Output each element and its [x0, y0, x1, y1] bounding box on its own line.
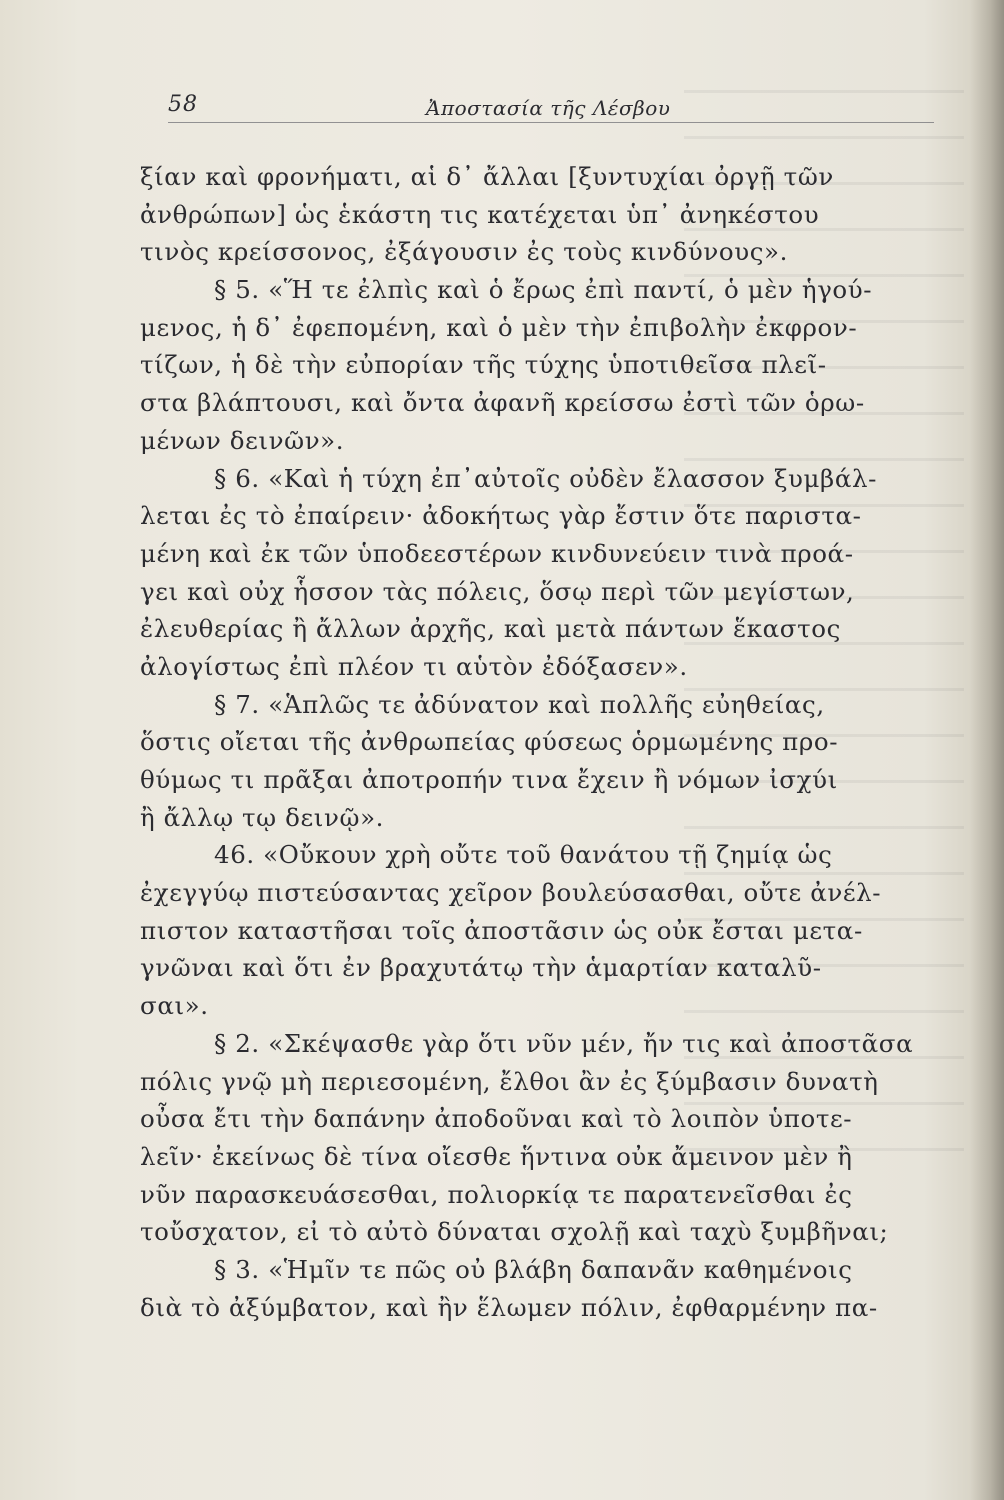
text-line: γνῶναι καὶ ὅτι ἐν βραχυτάτῳ τὴν ἁμαρτίαν καταλῦ- — [140, 953, 822, 983]
text-line: τίζων, ἡ δὲ τὴν εὐπορίαν τῆς τύχης ὑποτιθεῖσα πλεῖ- — [140, 350, 827, 380]
text-line: λεῖν· ἐκείνως δὲ τίνα οἴεσθε ἥντινα οὐκ ἄμεινον μὲν ἢ — [140, 1141, 853, 1171]
text-line: λεται ἐς τὸ ἐπαίρειν· ἀδοκήτως γὰρ ἔστιν ὅτε παριστα- — [140, 501, 862, 531]
text-line: μένων δεινῶν». — [140, 425, 345, 455]
text-line: ἀλογίστως ἐπὶ πλέον τι αὑτὸν ἐδόξασεν». — [140, 651, 688, 681]
page-header — [168, 92, 934, 132]
page-number: 58 — [168, 92, 198, 117]
text-line: οὖσα ἔτι τὴν δαπάνην ἀποδοῦναι καὶ τὸ λοιπὸν ὑποτε- — [140, 1104, 853, 1134]
text-line: πόλις γνῷ μὴ περιεσομένη, ἔλθοι ἂν ἐς ξύμβασιν δυνατὴ — [140, 1066, 879, 1096]
text-line: ἐλευθερίας ἢ ἄλλων ἀρχῆς, καὶ μετὰ πάντων ἕκαστος — [140, 614, 841, 644]
text-line: § 2. «Σκέψασθε γὰρ ὅτι νῦν μέν, ἤν τις καὶ ἀποστᾶσα — [214, 1028, 914, 1058]
text-line: ἐχεγγύῳ πιστεύσαντας χεῖρον βουλεύσασθαι, οὔτε ἀνέλ- — [140, 878, 882, 908]
text-line: § 6. «Καὶ ἡ τύχη ἐπ᾽αὐτοῖς οὐδὲν ἔλασσον ξυμβάλ- — [214, 463, 877, 493]
spine-shadow — [970, 0, 1004, 1500]
text-line: ξίαν καὶ φρονήματι, αἱ δ᾽ ἄλλαι [ξυντυχίαι ὀργῇ τῶν — [140, 162, 834, 191]
text-line: § 7. «Ἁπλῶς τε ἀδύνατον καὶ πολλῆς εὐηθείας, — [214, 689, 825, 719]
text-line: μένη καὶ ἐκ τῶν ὑποδεεστέρων κινδυνεύειν τινὰ προά- — [140, 538, 854, 568]
text-line: θύμως τι πρᾶξαι ἀποτροπήν τινα ἔχειν ἢ νόμων ἰσχύι — [140, 765, 838, 794]
body-text — [140, 158, 940, 1326]
text-line: ἢ ἄλλῳ τῳ δεινῷ». — [140, 802, 385, 832]
text-line: ὅστις οἴεται τῆς ἀνθρωπείας φύσεως ὁρμωμένης προ- — [140, 727, 839, 757]
text-line: γει καὶ οὐχ ἧσσον τὰς πόλεις, ὅσῳ περὶ τῶν μεγίστων, — [140, 576, 855, 606]
text-line: διὰ τὸ ἀξύμβατον, καὶ ἢν ἕλωμεν πόλιν, ἐφθαρμένην πα- — [140, 1292, 878, 1322]
text-line: νῦν παρασκευάσεσθαι, πολιορκίᾳ τε παρατενεῖσθαι ἐς — [140, 1179, 853, 1209]
text-line: σαι». — [140, 991, 209, 1021]
text-line: στα βλάπτουσι, καὶ ὄντα ἀφανῆ κρείσσω ἐστὶ τῶν ὁρω- — [140, 388, 865, 418]
text-line: τοὔσχατον, εἰ τὸ αὐτὸ δύναται σχολῇ καὶ ταχὺ ξυμβῆναι; — [140, 1217, 889, 1247]
text-line: τινὸς κρείσσονος, ἐξάγουσιν ἐς τοὺς κινδύνους». — [140, 237, 789, 267]
text-line: πιστον καταστῆσαι τοῖς ἀποστᾶσιν ὡς οὐκ ἔσται μετα- — [140, 915, 863, 945]
text-line: ἀνθρώπων] ὡς ἑκάστη τις κατέχεται ὑπ᾽ ἀνηκέστου — [140, 199, 820, 229]
text-line: 46. «Οὔκουν χρὴ οὔτε τοῦ θανάτου τῇ ζημίᾳ ὡς — [214, 840, 833, 870]
text-line: § 3. «Ἡμῖν τε πῶς οὐ βλάβη δαπανᾶν καθημένοις — [214, 1254, 853, 1284]
running-title: Ἀποστασία τῆς Λέσβου — [426, 96, 671, 120]
text-line: μενος, ἡ δ᾽ ἐφεπομένη, καὶ ὁ μὲν τὴν ἐπιβολὴν ἐκφρον- — [140, 312, 858, 342]
text-line: § 5. «Ἥ τε ἐλπὶς καὶ ὁ ἔρως ἐπὶ παντί, ὁ μὲν ἡγού- — [214, 275, 873, 305]
header-rule — [168, 122, 934, 123]
